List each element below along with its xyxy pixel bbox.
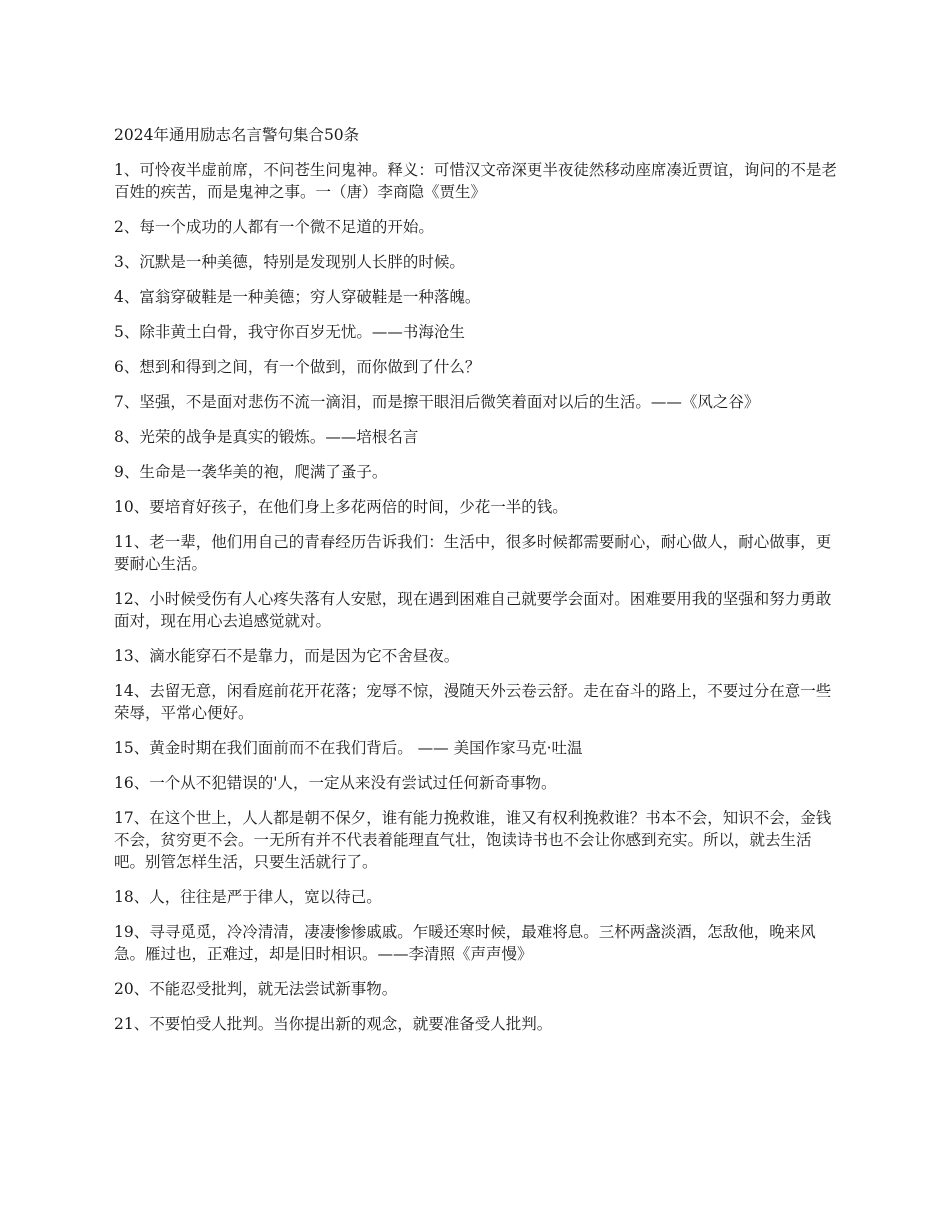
quote-item-2: 2、每一个成功的人都有一个微不足道的开始。 (114, 218, 434, 236)
quote-item-7: 7、坚强，不是面对悲伤不流一滴泪，而是擦干眼泪后微笑着面对以后的生活。——《风之谷》 (114, 393, 760, 411)
quote-item-11: 11、老一辈，他们用自己的青春经历告诉我们：生活中，很多时候都需要耐心，耐心做人，耐心做事，更要耐心生活。 (114, 533, 832, 573)
quote-item-8: 8、光荣的战争是真实的锻炼。——培根名言 (114, 428, 419, 446)
quote-item-10: 10、要培育好孩子，在他们身上多花两倍的时间，少花一半的钱。 (114, 498, 568, 516)
quote-item-9: 9、生命是一袭华美的袍，爬满了蚤子。 (114, 463, 388, 481)
quote-item-21: 21、不要怕受人批判。当你提出新的观念，就要准备受人批判。 (114, 1015, 553, 1033)
quote-item-19: 19、寻寻觅觅，冷冷清清，凄凄惨惨戚戚。乍暖还寒时候，最难将息。三杯两盏淡酒，怎敌他，晚来风急。雁过也，正难过，却是旧时相识。——李清照《声声慢》 (114, 923, 816, 963)
quote-item-1: 1、可怜夜半虚前席，不问苍生问鬼神。释义：可惜汉文帝深更半夜徒然移动座席凑近贾谊，询问的不是老百姓的疾苦，而是鬼神之事。一（唐）李商隐《贾生》 (114, 161, 837, 201)
quote-item-16: 16、一个从不犯错误的'人，一定从来没有尝试过任何新奇事物。 (114, 774, 557, 792)
document-body (114, 124, 842, 1048)
quote-item-20: 20、不能忍受批判，就无法尝试新事物。 (114, 980, 398, 998)
quote-item-18: 18、人，往往是严于律人，宽以待己。 (114, 888, 382, 906)
document-title: 2024年通用励志名言警句集合50条 (114, 126, 360, 144)
quote-item-5: 5、除非黄土白骨，我守你百岁无忧。——书海沧生 (114, 323, 465, 341)
quote-item-6: 6、想到和得到之间，有一个做到，而你做到了什么？ (114, 358, 481, 376)
quote-item-3: 3、沉默是一种美德，特别是发现别人长胖的时候。 (114, 253, 465, 271)
quote-item-4: 4、富翁穿破鞋是一种美德；穷人穿破鞋是一种落魄。 (114, 288, 481, 306)
quote-list (114, 159, 842, 1035)
quote-item-17: 17、在这个世上，人人都是朝不保夕，谁有能力挽救谁，谁又有权利挽救谁？书本不会，知识不会，金钱不会，贫穷更不会。一无所有并不代表着能理直气壮，饱读诗书也不会让你感到充实。所以，就去生活吧。别管怎样生活，只要生活就行了。 (114, 809, 832, 871)
quote-item-12: 12、小时候受伤有人心疼失落有人安慰，现在遇到困难自己就要学会面对。困难要用我的坚强和努力勇敢面对，现在用心去追感觉就对。 (114, 590, 832, 630)
quote-item-13: 13、滴水能穿石不是靠力，而是因为它不舍昼夜。 (114, 647, 460, 665)
quote-item-14: 14、去留无意，闲看庭前花开花落；宠辱不惊，漫随天外云卷云舒。走在奋斗的路上，不要过分在意一些荣辱，平常心便好。 (114, 682, 832, 722)
quote-item-15: 15、黄金时期在我们面前而不在我们背后。 —— 美国作家马克·吐温 (114, 739, 583, 757)
